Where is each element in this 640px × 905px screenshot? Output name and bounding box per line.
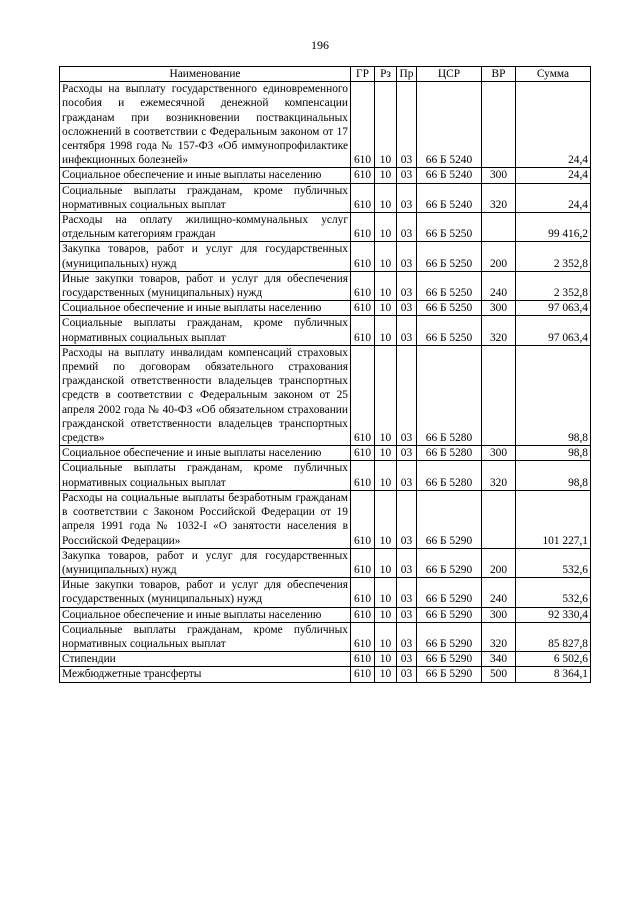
cell-pr: 03	[397, 446, 417, 461]
cell-gr: 610	[351, 578, 375, 607]
cell-vr: 320	[482, 183, 516, 212]
cell-rz: 10	[375, 461, 397, 490]
cell-sum: 101 227,1	[516, 490, 591, 548]
cell-pr: 03	[397, 548, 417, 577]
column-header-vr: ВР	[482, 67, 516, 82]
cell-csr: 66 Б 5250	[417, 301, 482, 316]
cell-sum: 97 063,4	[516, 301, 591, 316]
cell-gr: 610	[351, 345, 375, 445]
cell-gr: 610	[351, 607, 375, 622]
table-row	[60, 316, 591, 345]
budget-table	[59, 66, 591, 683]
table-row	[60, 213, 591, 242]
cell-rz: 10	[375, 446, 397, 461]
cell-sum: 98,8	[516, 461, 591, 490]
cell-gr: 610	[351, 271, 375, 300]
cell-rz: 10	[375, 82, 397, 168]
cell-gr: 610	[351, 82, 375, 168]
cell-name: Межбюджетные трансферты	[60, 667, 351, 682]
table-row	[60, 168, 591, 183]
cell-name: Иные закупки товаров, работ и услуг для обеспечения государственных (муниципальных) нужд	[60, 578, 351, 607]
cell-gr: 610	[351, 548, 375, 577]
cell-vr: 300	[482, 168, 516, 183]
cell-csr: 66 Б 5240	[417, 168, 482, 183]
cell-csr: 66 Б 5290	[417, 667, 482, 682]
cell-sum: 24,4	[516, 183, 591, 212]
cell-pr: 03	[397, 242, 417, 271]
cell-rz: 10	[375, 607, 397, 622]
cell-vr	[482, 490, 516, 548]
cell-csr: 66 Б 5280	[417, 461, 482, 490]
table-body	[60, 82, 591, 682]
cell-rz: 10	[375, 622, 397, 651]
cell-rz: 10	[375, 242, 397, 271]
cell-name: Закупка товаров, работ и услуг для государственных (муниципальных) нужд	[60, 242, 351, 271]
cell-rz: 10	[375, 548, 397, 577]
page-number: 196	[311, 38, 329, 52]
cell-name: Социальные выплаты гражданам, кроме публичных нормативных социальных выплат	[60, 316, 351, 345]
table-row	[60, 82, 591, 168]
cell-sum: 98,8	[516, 345, 591, 445]
cell-sum: 532,6	[516, 578, 591, 607]
cell-csr: 66 Б 5240	[417, 82, 482, 168]
cell-gr: 610	[351, 213, 375, 242]
cell-name: Расходы на социальные выплаты безработным гражданам в соответствии с Законом Российской Федерации от 19 апреля 1991 года № 1032-I «О занятости населения в Российской Федерации»	[60, 490, 351, 548]
cell-gr: 610	[351, 316, 375, 345]
cell-sum: 8 364,1	[516, 667, 591, 682]
cell-csr: 66 Б 5280	[417, 446, 482, 461]
table-row	[60, 652, 591, 667]
cell-sum: 2 352,8	[516, 271, 591, 300]
cell-csr: 66 Б 5240	[417, 183, 482, 212]
cell-rz: 10	[375, 667, 397, 682]
cell-vr: 300	[482, 446, 516, 461]
cell-name: Социальное обеспечение и иные выплаты населению	[60, 446, 351, 461]
column-header-pr: Пр	[397, 67, 417, 82]
table-row	[60, 446, 591, 461]
cell-rz: 10	[375, 652, 397, 667]
table-row	[60, 578, 591, 607]
cell-sum: 24,4	[516, 168, 591, 183]
cell-sum: 532,6	[516, 548, 591, 577]
cell-gr: 610	[351, 446, 375, 461]
cell-sum: 98,8	[516, 446, 591, 461]
cell-rz: 10	[375, 168, 397, 183]
cell-rz: 10	[375, 213, 397, 242]
cell-csr: 66 Б 5290	[417, 607, 482, 622]
cell-name: Расходы на выплату инвалидам компенсаций страховых премий по договорам обязательного страхования гражданской ответственности владельцев транспортных средств в соответствии с Федеральным законом от 25 апреля 2002 года № 40-ФЗ «Об обязательном страховании гражданской ответственности владельцев транспортных средств»	[60, 345, 351, 445]
cell-gr: 610	[351, 667, 375, 682]
cell-sum: 97 063,4	[516, 316, 591, 345]
cell-sum: 2 352,8	[516, 242, 591, 271]
cell-vr: 300	[482, 301, 516, 316]
cell-vr	[482, 82, 516, 168]
cell-pr: 03	[397, 607, 417, 622]
table-header	[60, 67, 591, 82]
table-row	[60, 548, 591, 577]
cell-csr: 66 Б 5250	[417, 242, 482, 271]
cell-name: Закупка товаров, работ и услуг для государственных (муниципальных) нужд	[60, 548, 351, 577]
cell-vr: 240	[482, 578, 516, 607]
column-header-rz: Рз	[375, 67, 397, 82]
cell-csr: 66 Б 5290	[417, 490, 482, 548]
cell-name: Социальное обеспечение и иные выплаты населению	[60, 607, 351, 622]
cell-pr: 03	[397, 652, 417, 667]
cell-csr: 66 Б 5250	[417, 316, 482, 345]
column-header-sum: Сумма	[516, 67, 591, 82]
cell-rz: 10	[375, 183, 397, 212]
cell-vr: 200	[482, 242, 516, 271]
cell-name: Иные закупки товаров, работ и услуг для обеспечения государственных (муниципальных) нужд	[60, 271, 351, 300]
cell-pr: 03	[397, 461, 417, 490]
cell-sum: 92 330,4	[516, 607, 591, 622]
table-row	[60, 461, 591, 490]
cell-name: Социальное обеспечение и иные выплаты населению	[60, 168, 351, 183]
cell-vr: 240	[482, 271, 516, 300]
cell-name: Расходы на оплату жилищно-коммунальных услуг отдельным категориям граждан	[60, 213, 351, 242]
cell-pr: 03	[397, 490, 417, 548]
cell-rz: 10	[375, 345, 397, 445]
cell-rz: 10	[375, 490, 397, 548]
cell-name: Стипендии	[60, 652, 351, 667]
cell-vr	[482, 213, 516, 242]
cell-rz: 10	[375, 316, 397, 345]
cell-pr: 03	[397, 82, 417, 168]
table-row	[60, 345, 591, 445]
table-row	[60, 622, 591, 651]
cell-gr: 610	[351, 242, 375, 271]
cell-sum: 85 827,8	[516, 622, 591, 651]
cell-pr: 03	[397, 301, 417, 316]
cell-vr: 320	[482, 316, 516, 345]
cell-csr: 66 Б 5250	[417, 271, 482, 300]
cell-pr: 03	[397, 168, 417, 183]
cell-gr: 610	[351, 652, 375, 667]
column-header-name: Наименование	[60, 67, 351, 82]
table-row	[60, 183, 591, 212]
cell-vr: 200	[482, 548, 516, 577]
cell-pr: 03	[397, 622, 417, 651]
cell-pr: 03	[397, 345, 417, 445]
cell-csr: 66 Б 5280	[417, 345, 482, 445]
cell-csr: 66 Б 5290	[417, 622, 482, 651]
cell-rz: 10	[375, 578, 397, 607]
cell-gr: 610	[351, 461, 375, 490]
cell-gr: 610	[351, 183, 375, 212]
cell-vr: 340	[482, 652, 516, 667]
cell-rz: 10	[375, 271, 397, 300]
cell-vr: 500	[482, 667, 516, 682]
cell-name: Социальные выплаты гражданам, кроме публичных нормативных социальных выплат	[60, 622, 351, 651]
cell-name: Расходы на выплату государственного единовременного пособия и ежемесячной денежной компенсации гражданам при возникновении поствакцинальных осложнений в соответствии с Федеральным законом от 17 сентября 1998 года № 157-ФЗ «Об иммунопрофилактике инфекционных болезней»	[60, 82, 351, 168]
cell-csr: 66 Б 5290	[417, 578, 482, 607]
column-header-gr: ГР	[351, 67, 375, 82]
cell-gr: 610	[351, 622, 375, 651]
cell-sum: 24,4	[516, 82, 591, 168]
cell-gr: 610	[351, 301, 375, 316]
cell-pr: 03	[397, 213, 417, 242]
cell-rz: 10	[375, 301, 397, 316]
cell-vr: 320	[482, 622, 516, 651]
cell-csr: 66 Б 5290	[417, 548, 482, 577]
cell-vr: 300	[482, 607, 516, 622]
cell-gr: 610	[351, 168, 375, 183]
cell-pr: 03	[397, 271, 417, 300]
cell-vr	[482, 345, 516, 445]
cell-name: Социальное обеспечение и иные выплаты населению	[60, 301, 351, 316]
table-row	[60, 607, 591, 622]
cell-name: Социальные выплаты гражданам, кроме публичных нормативных социальных выплат	[60, 461, 351, 490]
cell-csr: 66 Б 5290	[417, 652, 482, 667]
cell-pr: 03	[397, 316, 417, 345]
cell-vr: 320	[482, 461, 516, 490]
cell-gr: 610	[351, 490, 375, 548]
column-header-csr: ЦСР	[417, 67, 482, 82]
cell-name: Социальные выплаты гражданам, кроме публичных нормативных социальных выплат	[60, 183, 351, 212]
cell-pr: 03	[397, 183, 417, 212]
cell-pr: 03	[397, 578, 417, 607]
cell-pr: 03	[397, 667, 417, 682]
table-row	[60, 301, 591, 316]
cell-sum: 6 502,6	[516, 652, 591, 667]
table-row	[60, 667, 591, 682]
table-row	[60, 490, 591, 548]
cell-sum: 99 416,2	[516, 213, 591, 242]
table-row	[60, 242, 591, 271]
table-row	[60, 271, 591, 300]
cell-csr: 66 Б 5250	[417, 213, 482, 242]
